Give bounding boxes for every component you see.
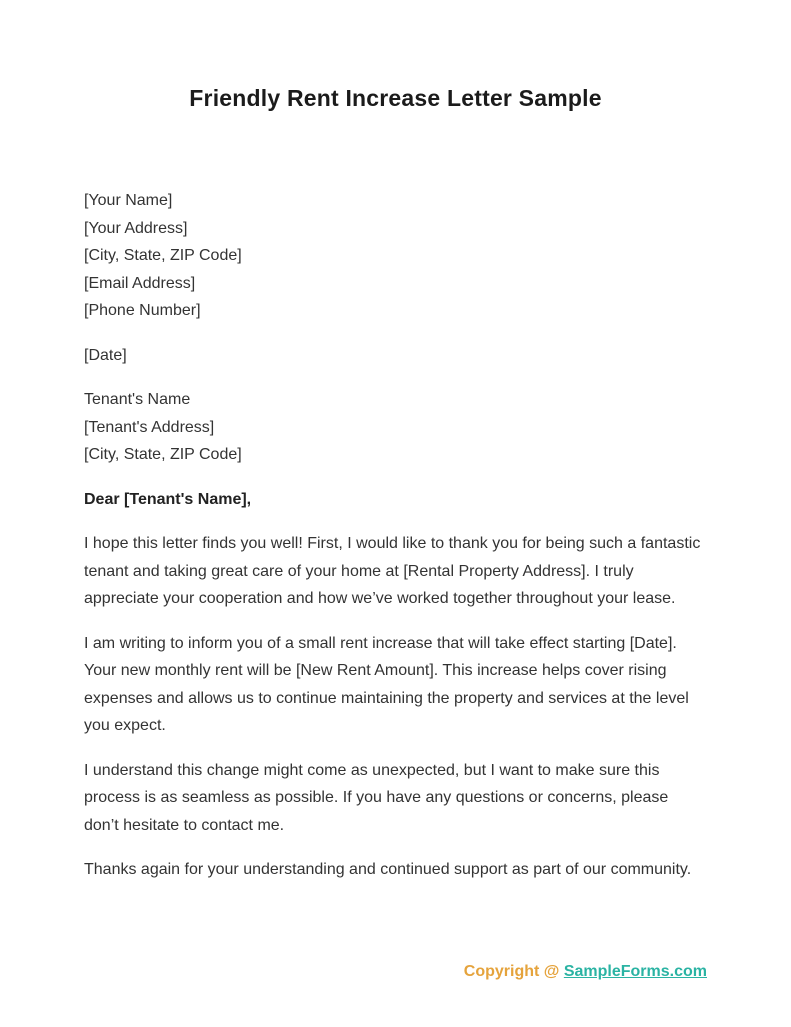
sender-address-block xyxy=(84,187,707,325)
page-title: Friendly Rent Increase Letter Sample xyxy=(189,85,602,111)
recipient-address-line: [Tenant's Address] xyxy=(84,418,215,436)
sender-phone-line: [Phone Number] xyxy=(84,302,201,319)
letter-paragraph-4: Thanks again for your understanding and continued support as part of our community. xyxy=(84,861,692,878)
recipient-address-block xyxy=(84,386,707,469)
footer xyxy=(464,960,707,984)
sender-email-line: [Email Address] xyxy=(84,274,196,292)
letter-body xyxy=(84,187,707,884)
recipient-name-line: Tenant's Name xyxy=(84,391,191,408)
letter-paragraph-2: I am writing to inform you of a small rent increase that will take effect starting [Date]. Your new monthly rent will be [New Rent Amount]. This increase helps cover rising expenses and allows us to continue maintaining the property and services at the level you expect. xyxy=(84,634,689,734)
sender-city-line: [City, State, ZIP Code] xyxy=(84,247,242,264)
letter-paragraph-3: I understand this change might come as unexpected, but I want to make sure this process is as seamless as possible. If you have any questions or concerns, please don’t hesitate to contact me. xyxy=(84,761,669,834)
recipient-city-line: [City, State, ZIP Code] xyxy=(84,446,242,463)
sender-name-line: [Your Name] xyxy=(84,192,173,209)
letter-paragraph-1: I hope this letter finds you well! First, I would like to thank you for being such a fantastic tenant and taking great care of your home at [Rental Property Address]. I truly appreciate your cooperation and how we’ve worked together throughout your lease. xyxy=(84,535,701,607)
sampleforms-link[interactable]: SampleForms.com xyxy=(563,963,707,980)
sender-address-line: [Your Address] xyxy=(84,219,188,237)
date-line: [Date] xyxy=(84,346,127,364)
salutation: Dear [Tenant's Name], xyxy=(84,490,252,508)
copyright-text: Copyright @ xyxy=(463,963,560,980)
